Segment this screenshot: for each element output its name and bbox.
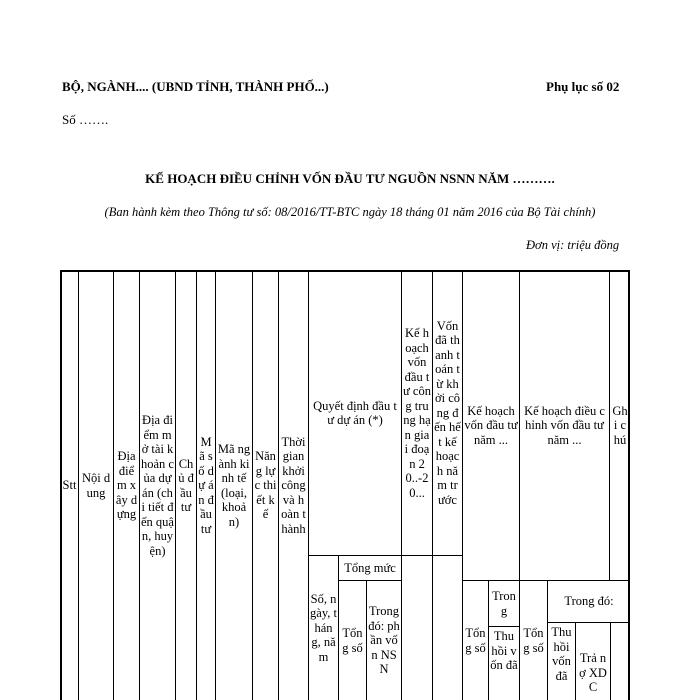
header-trong: Trong — [488, 580, 519, 626]
header-ghi-chu: Ghi chú — [609, 270, 630, 580]
header-ghi-chu-empty — [610, 622, 630, 700]
header-thu-hoi: Thu hồi vốn đã — [488, 626, 519, 700]
header-von-da-thanh-toan: Vốn đã thanh toán từ khởi công đến hết kế hoạch năm trước — [432, 270, 462, 555]
header-dia-diem-xay-dung: Địa điểm xây dựng — [113, 270, 139, 700]
header-thanh-toan-empty — [432, 555, 462, 700]
document-number: Số ……. — [62, 112, 109, 127]
header-tong-muc: Tổng mức — [338, 555, 401, 580]
header-ke-hoach-dieu-chinh: Kế hoạch điều chỉnh vốn đầu tư năm ... — [519, 270, 609, 580]
header-thoi-gian: Thời gian khởi công và hoàn thành — [278, 270, 308, 700]
header-tong-so-2: Tổng số — [462, 580, 488, 700]
header-ke-hoach-nam: Kế hoạch vốn đầu tư năm ... — [462, 270, 519, 580]
header-trong-do-nsn: Trong đó: phần vốn NSN — [366, 580, 401, 700]
header-ma-nganh: Mã ngành kinh tế (loại, khoản) — [215, 270, 252, 700]
header-noi-dung: Nội dung — [78, 270, 113, 700]
header-chu-dau-tu: Chủ đầu tư — [175, 270, 196, 700]
document-title: KẾ HOẠCH ĐIỀU CHỈNH VỐN ĐẦU TƯ NGUỒN NSNN NĂM ………. — [145, 171, 555, 186]
header-trung-han-empty — [401, 555, 432, 700]
header-ke-hoach-trung-han: Kế hoạch vốn đầu tư công trung hạn giai đoạn 20..-20... — [401, 270, 432, 555]
header-tong-so-1: Tổng số — [338, 580, 366, 700]
header-tong-so-3: Tổng số — [519, 580, 547, 700]
header-so-ngay: Số, ngày, tháng, năm — [308, 555, 338, 700]
header-thu-hoi-2: Thu hồi vốn đã — [547, 622, 575, 700]
header-quyet-dinh: Quyết định đầu tư dự án (*) — [308, 270, 401, 555]
appendix-label: Phụ lục số 02 — [546, 79, 620, 94]
unit-label: Đơn vị: triệu đồng — [526, 238, 620, 252]
header-nang-luc: Năng lực thiết kế — [252, 270, 278, 700]
header-stt: Stt — [60, 270, 78, 700]
header-trong-do: Trong đó: — [547, 580, 630, 622]
header-ma-so-du-an: Mã số dự án đầu tư — [196, 270, 215, 700]
ministry-header: BỘ, NGÀNH.... (UBND TỈNH, THÀNH PHỐ...) — [62, 79, 329, 94]
header-tra-no: Trả nợ XDC — [575, 622, 610, 700]
header-dia-diem-tai-khoan: Địa điểm mở tài khoản của dự án (chi tiết đến quận, huyện) — [139, 270, 175, 700]
document-subtitle: (Ban hành kèm theo Thông tư số: 08/2016/TT-BTC ngày 18 tháng 01 năm 2016 của Bộ Tài chính) — [104, 205, 596, 219]
